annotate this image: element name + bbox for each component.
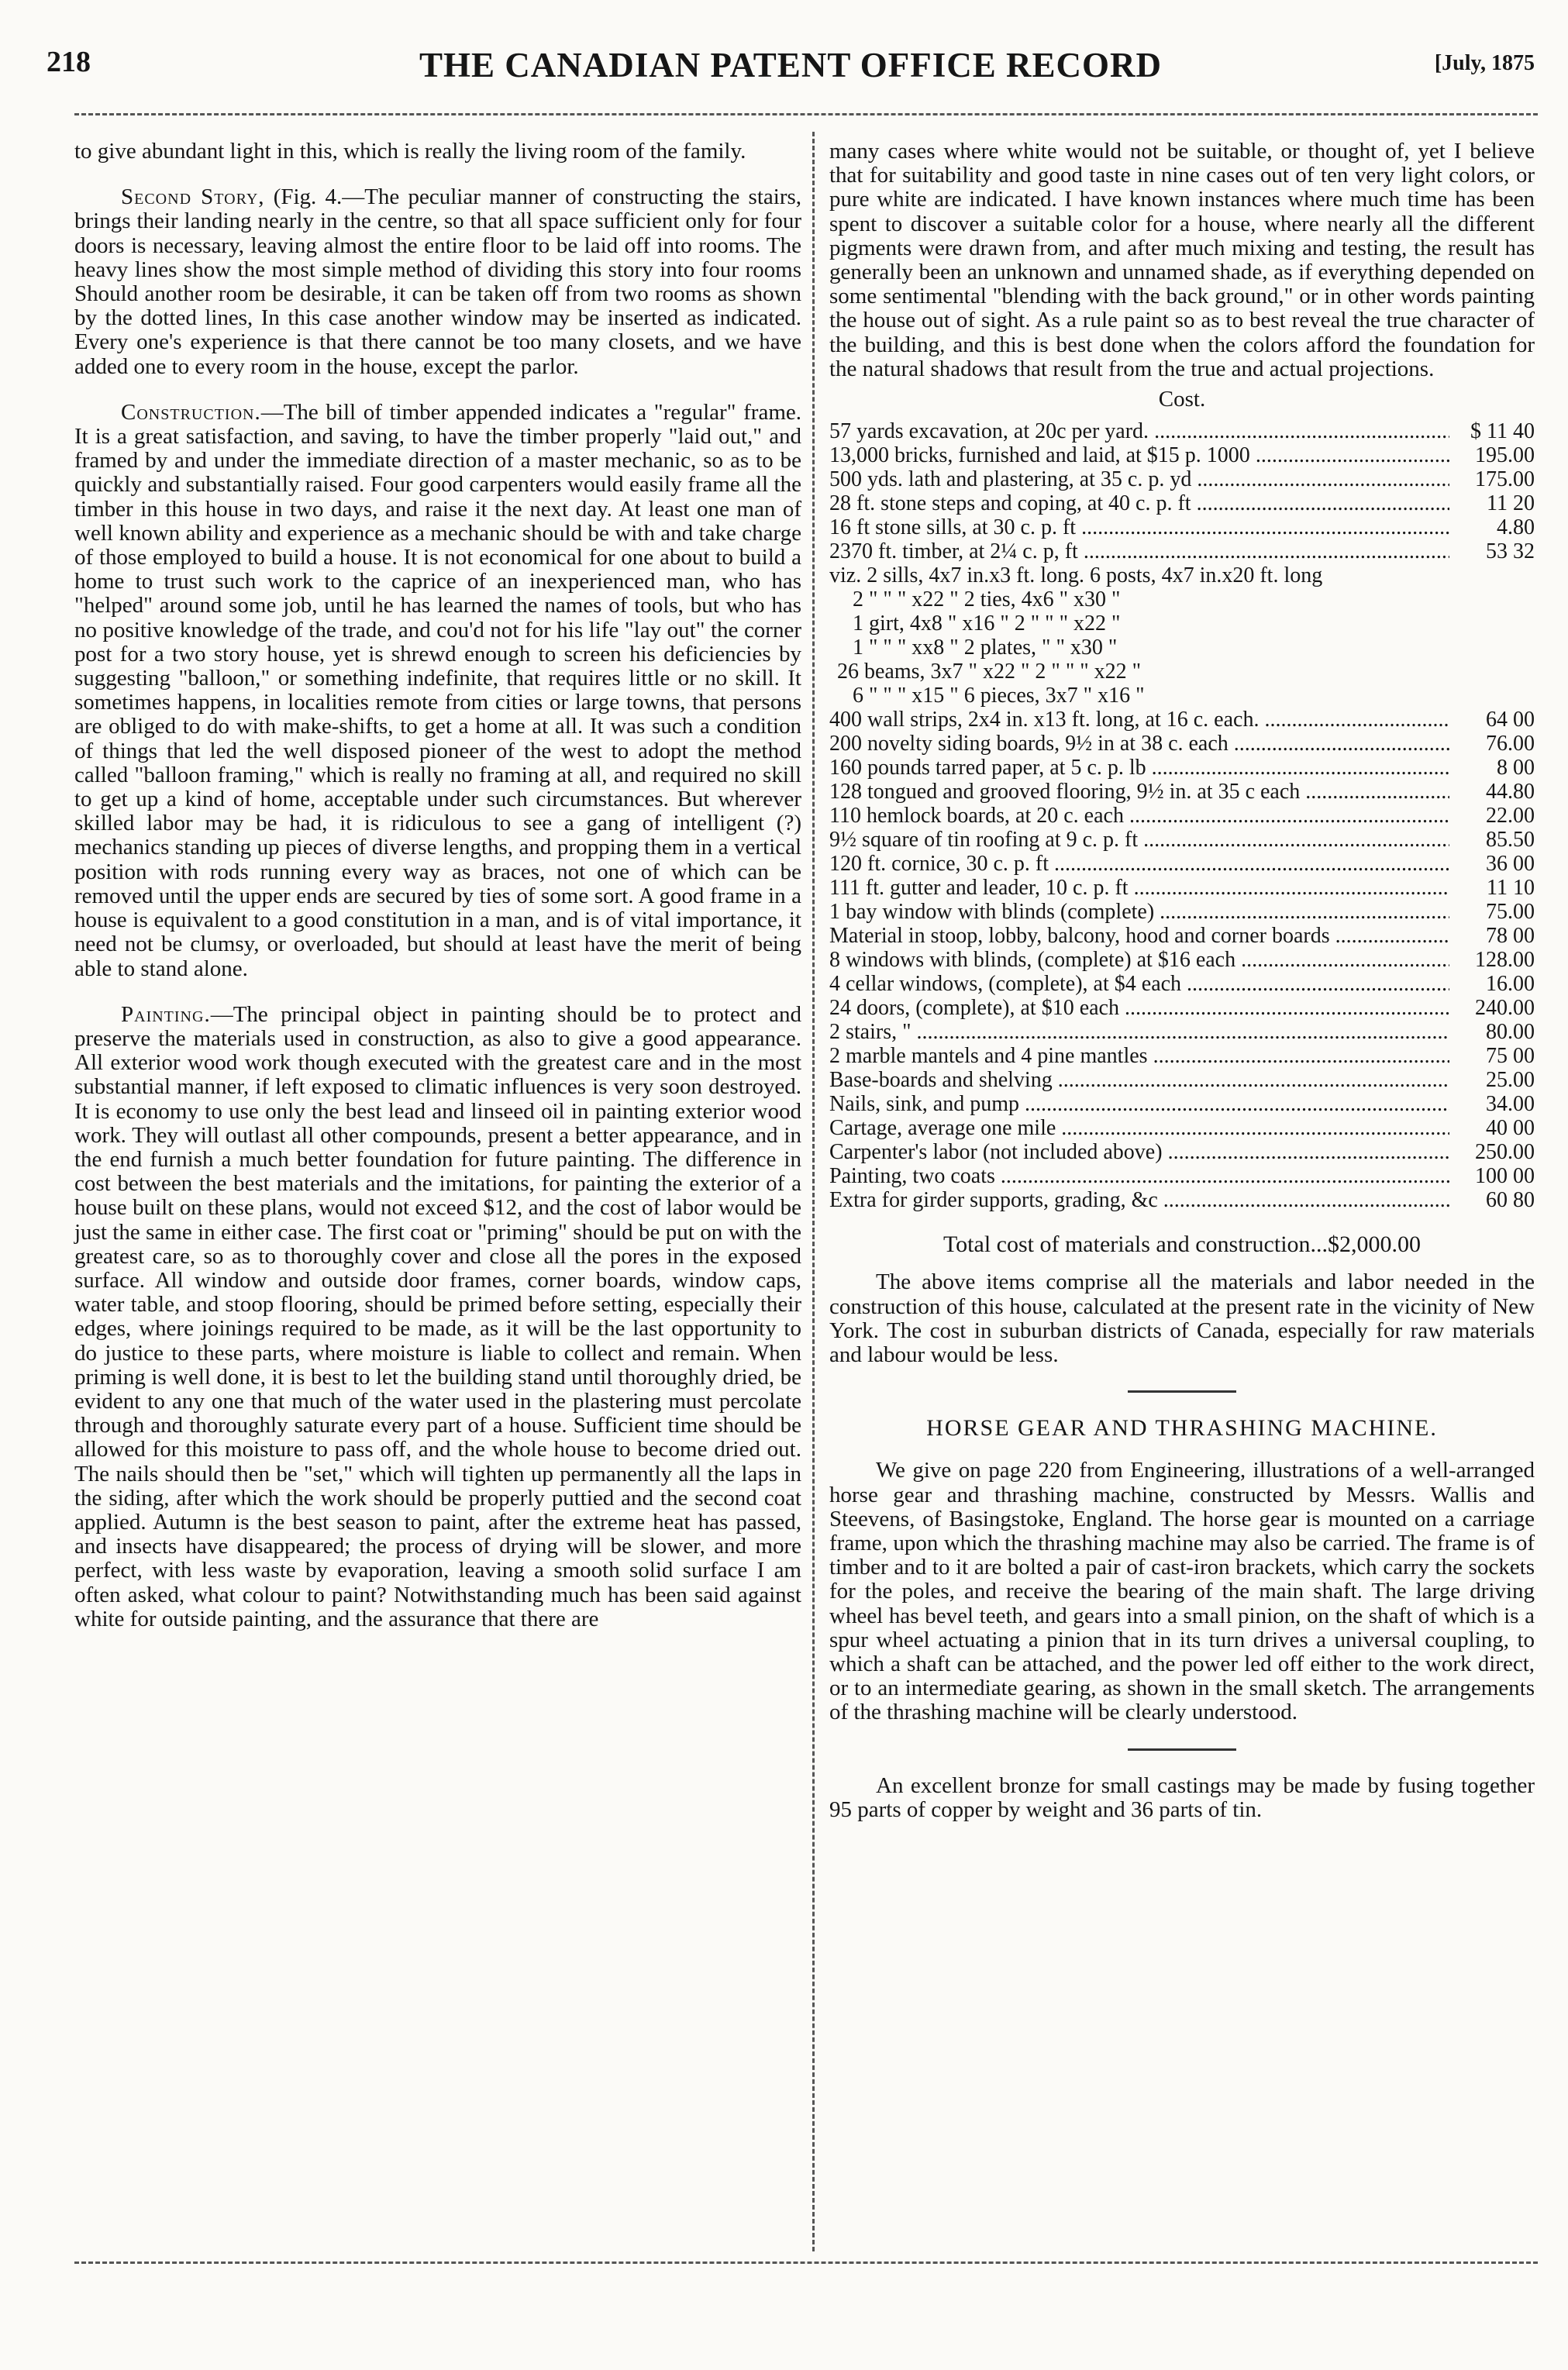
cost-row [829,996,1535,1020]
cost-desc: 57 yards excavation, at 20c per yard. ..... [829,419,1449,443]
cost-amount: 78 00 [1486,924,1535,949]
cost-row [829,1164,1535,1188]
column-divider [812,132,815,2251]
cost-row [829,1020,1535,1044]
horse-gear-heading: HORSE GEAR AND THRASHING MACHINE. [926,1415,1438,1442]
timber-row: 26 beams, 3x7 " x22 " 2 " " " x22 " [837,660,1142,684]
cost-row [829,948,1535,972]
cost-amount: 64 00 [1486,708,1535,732]
painting-label: Painting. [121,1001,211,1027]
cost-row [829,708,1535,732]
cost-amount: 53 32 [1486,539,1535,564]
cost-row [829,732,1535,756]
cost-desc: 1 bay window with blinds (complete) ..... [829,900,1449,924]
cost-desc: 24 doors, (complete), at $10 each ..... [829,996,1449,1020]
cost-desc: 200 novelty siding boards, 9½ in at 38 c. each ..... [829,732,1449,756]
cost-amount: 16.00 [1486,972,1535,997]
timber-row: viz. 2 sills, 4x7 in.x3 ft. long. 6 posts, 4x7 in.x20 ft. long [829,563,1323,588]
continuation-paragraph: many cases where white would not be suitable, or thought of, yet I believe that for suitability and good taste in nine cases out of ten very light colors, or pure white are indicated. I have known instances where much time has been spent to discover a suitable color for a house, where nearly all the different pigments were drawn from, and after much mixing and testing, the result has generally been an unknown and unnamed shade, as if everything depended on some sentimental "blending with the back ground," or in other words painting the house out of sight. As a rule paint so as to best reveal the true character of the building, and this is best done when the colors afford the foundation for the natural shadows that result from the true and actual projections. [829,139,1535,381]
painting-text: —The principal object in painting should be to protect and preserve the materials used in construction, as also to give a good appearance. All exterior wood work though executed with the greatest care and in the most substantial manner, if left exposed to climatic influences is very soon destroyed. It is economy to use only the best lead and linseed oil in painting exterior wood work. They will outlast all other compounds, present a better appearance, and in the end furnish a much better foundation for future painting. The difference in cost between the best materials and the imitations, for painting the exterior of a house built on these plans, would not exceed $12, and the cost of labor would be just the same in either case. The first coat or "priming" should be put on with the greatest care, so as to thoroughly cover and close all the pores in the exposed surface. All window and outside door frames, corner boards, window caps, water table, and stoop flooring, should be primed before setting, especially their edges, where joinings required to be made, as it will be the last opportunity to do justice to these parts, where moisture is liable to collect and remain. When priming is well done, it is best to let the building stand until thoroughly dried, be evident to any one that much of the water used in the plastering must percolate through and thoroughly saturate every part of a house. Sufficient time should be allowed for this moisture to pass off, and the whole house to become dried out. The nails should then be "set," which will tighten up permanently all the laps in the siding, after which the work should be properly puttied and the second coat applied. Autumn is the best season to paint, after the extreme heat has passed, and insects have disappeared; the process of drying will be slower, and more perfect, with less waste by evaporation, leaving a smooth solid surface I am often asked, what colour to paint? Notwithstanding much has been said against white for outside painting, and the assurance that there are [74,1001,801,1631]
closing-paragraph: The above items comprise all the materials and labor needed in the construction of this house, calculated at the present rate in the vicinity of New York. The cost in suburban districts of Canada, especially for raw materials and labour would be less. [829,1269,1535,1368]
cost-row [829,1044,1535,1068]
cost-desc: Base-boards and shelving ..... [829,1068,1449,1092]
second-story-paragraph [74,185,801,379]
cost-amount: 75.00 [1486,900,1535,925]
cost-row [829,756,1535,780]
cost-amount: 40 00 [1486,1116,1535,1141]
cost-row [829,1140,1535,1164]
top-rule [74,113,1538,115]
cost-desc: 13,000 bricks, furnished and laid, at $15 p. 1000 ..... [829,443,1449,467]
cost-amount: 8 00 [1497,756,1535,780]
cost-row [829,539,1535,563]
cost-row [829,828,1535,852]
cost-desc: 2 marble mantels and 4 pine mantles ..... [829,1044,1449,1068]
cost-desc: 28 ft. stone steps and coping, at 40 c. p. ft ..... [829,491,1449,515]
timber-row: 6 " " " x15 " 6 pieces, 3x7 " x16 " [853,684,1145,708]
cost-desc: Extra for girder supports, grading, &c ..... [829,1188,1449,1212]
cost-row [829,1068,1535,1092]
cost-row [829,467,1535,491]
cost-row [829,1116,1535,1140]
cost-row [829,900,1535,924]
cost-amount: 44.80 [1486,780,1535,804]
second-story-label: Second Story, [121,184,265,210]
painting-paragraph [74,1003,801,1631]
cost-amount: 175.00 [1475,467,1535,492]
cost-row [829,443,1535,467]
cost-amount: 195.00 [1475,443,1535,468]
cost-amount: 11 10 [1487,876,1535,901]
cost-row [829,1188,1535,1212]
construction-label: Construction. [121,399,261,425]
left-column [74,140,801,1631]
timber-row: 1 girt, 4x8 " x16 " 2 " " " x22 " [853,611,1121,636]
cost-row [829,972,1535,996]
cost-desc: Cartage, average one mile ..... [829,1116,1449,1140]
cost-row [829,924,1535,948]
section-divider [1128,1390,1236,1393]
cost-desc: 2 stairs, " ..... [829,1020,1449,1044]
construction-text: —The bill of timber appended indicates a "regular" frame. It is a great satisfaction, and saving, to have the timber properly "laid out," and framed by and under the immediate direction of a master mechanic, so as to be quickly and substantially raised. Four good carpenters would easily frame all the timber in this house in two days, and raise it the next day. At least one man of well known ability and experience as a mechanic should be with and take charge of those employed to build a house. It is not economical for one about to build a home to trust such work to the caprice of an inexperienced man, who has "helped" around some job, until he has learned the names of tools, but who has no positive knowledge of the trade, and cou'd not for his life "lay out" the corner post for a two story house, yet is shrewd enough to screen his deficiencies by suggesting "balloon," or something indefinite, that requires little or no skill. It sometimes happens, in localities remote from cities or large towns, that persons are obliged to do with make-shifts, to get a home at all. It was such a condition of things that led the well disposed pioneer of the west to adopt the method called "balloon framing," which is really no framing at all, and required no skill to get up a kind of home, acceptable under such circumstances. But wherever skilled labor may be had, it is ridiculous to see a gang of intelligent (?) mechanics standing up pieces of diverse lengths, and propping them in a vertical position with rods running every way as braces, not one of which can be removed until the upper ends are secured by ties of some sort. A good frame in a house is equivalent to a good constitution in a man, and is of vital importance, it need not be clumsy, or overloaded, but should at least have the merit of being able to stand alone. [74,399,801,981]
cost-row [829,491,1535,515]
total-cost: Total cost of materials and construction...$2,000.00 [943,1232,1422,1258]
cost-desc: Nails, sink, and pump ..... [829,1092,1449,1116]
cost-amount: 76.00 [1486,732,1535,756]
cost-desc: Painting, two coats ..... [829,1164,1449,1188]
issue-date: [July, 1875 [1434,51,1535,75]
horse-gear-paragraph: We give on page 220 from Engineering, illustrations of a well-arranged horse gear and thrashing machine, constructed by Messrs. Wallis and Steevens, of Basingstoke, England. The horse gear is mounted on a carriage frame, upon which the thrashing machine may also be carried. The frame is of timber and to it are bolted a pair of cast-iron brackets, which carry the sockets for the poles, and receive the bearing of the main shaft. The large driving wheel has bevel teeth, and gears into a small pinion, on the shaft of which is a spur wheel actuating a pinion that in its turn drives a universal coupling, to which a shaft can be attached, and the power led off either to the work direct, or to an intermediate gearing, as shown in the small sketch. The arrangements of the thrashing machine will be clearly understood. [829,1458,1535,1725]
cost-desc: 128 tongued and grooved flooring, 9½ in. at 35 c each ..... [829,780,1449,804]
cost-desc: 8 windows with blinds, (complete) at $16 each ..... [829,948,1449,972]
bottom-rule [74,2261,1538,2264]
cost-amount: 75 00 [1486,1044,1535,1069]
journal-title: THE CANADIAN PATENT OFFICE RECORD [419,46,1163,84]
cost-desc: 4 cellar windows, (complete), at $4 each ..... [829,972,1449,996]
cost-desc: Material in stoop, lobby, balcony, hood and corner boards ..... [829,924,1449,948]
cost-amount: 22.00 [1486,804,1535,828]
cost-desc: 9½ square of tin roofing at 9 c. p. ft ..... [829,828,1449,852]
bronze-paragraph: An excellent bronze for small castings may be made by fusing together 95 parts of copper by weight and 36 parts of tin. [829,1772,1535,1822]
cost-amount: 36 00 [1486,852,1535,877]
cost-amount: 85.50 [1486,828,1535,853]
construction-paragraph [74,401,801,981]
cost-desc: 111 ft. gutter and leader, 10 c. p. ft ..... [829,876,1449,900]
cost-amount: 128.00 [1475,948,1535,973]
cost-amount: 34.00 [1486,1092,1535,1117]
cost-desc: 2370 ft. timber, at 2¼ c. p, ft ..... [829,539,1449,563]
cost-row [829,1092,1535,1116]
timber-row: 2 " " " x22 " 2 ties, 4x6 " x30 " [853,587,1121,612]
cost-desc: Carpenter's labor (not included above) ..... [829,1140,1449,1164]
cost-row [829,876,1535,900]
cost-amount: 80.00 [1486,1020,1535,1045]
cost-amount: 25.00 [1486,1068,1535,1093]
cost-amount: 4.80 [1497,515,1535,540]
cost-desc: 120 ft. cornice, 30 c. p. ft ..... [829,852,1449,876]
cost-desc: 16 ft stone sills, at 30 c. p. ft ..... [829,515,1449,539]
section-divider [1128,1748,1236,1751]
cost-desc: 160 pounds tarred paper, at 5 c. p. lb ..... [829,756,1449,780]
cost-desc: 400 wall strips, 2x4 in. x13 ft. long, at 16 c. each. ..... [829,708,1449,732]
page-header [47,45,1535,91]
cost-row [829,419,1535,443]
cost-row [829,804,1535,828]
page-number: 218 [47,46,91,78]
cost-amount: 11 20 [1487,491,1535,516]
intro-paragraph: to give abundant light in this, which is really the living room of the family. [74,139,746,164]
second-story-text: (Fig. 4.—The peculiar manner of constructing the stairs, brings their landing nearly in the centre, so that all space sufficient only for four doors is necessary, leaving almost the entire floor to be laid off into rooms. The heavy lines show the most simple method of dividing this story into four rooms Should another room be desirable, it can be taken off from two rooms as shown by the dotted lines, In this case another window may be inserted as indicated. Every one's experience is that there cannot be too many closets, and we have added one to every room in the house, except the parlor. [74,184,802,379]
right-column [829,140,1535,1822]
cost-desc: 500 yds. lath and plastering, at 35 c. p. yd ..... [829,467,1449,491]
cost-row [829,852,1535,876]
cost-desc: 110 hemlock boards, at 20 c. each ..... [829,804,1449,828]
cost-amount: $ 11 40 [1470,419,1535,444]
cost-table [829,419,1535,1212]
cost-amount: 60 80 [1486,1188,1535,1213]
cost-row [829,515,1535,539]
cost-amount: 250.00 [1475,1140,1535,1165]
cost-amount: 100 00 [1475,1164,1535,1189]
cost-amount: 240.00 [1475,996,1535,1021]
cost-title: Cost. [1158,387,1206,412]
timber-row: 1 " " " xx8 " 2 plates, " " x30 " [853,636,1118,660]
cost-row [829,780,1535,804]
